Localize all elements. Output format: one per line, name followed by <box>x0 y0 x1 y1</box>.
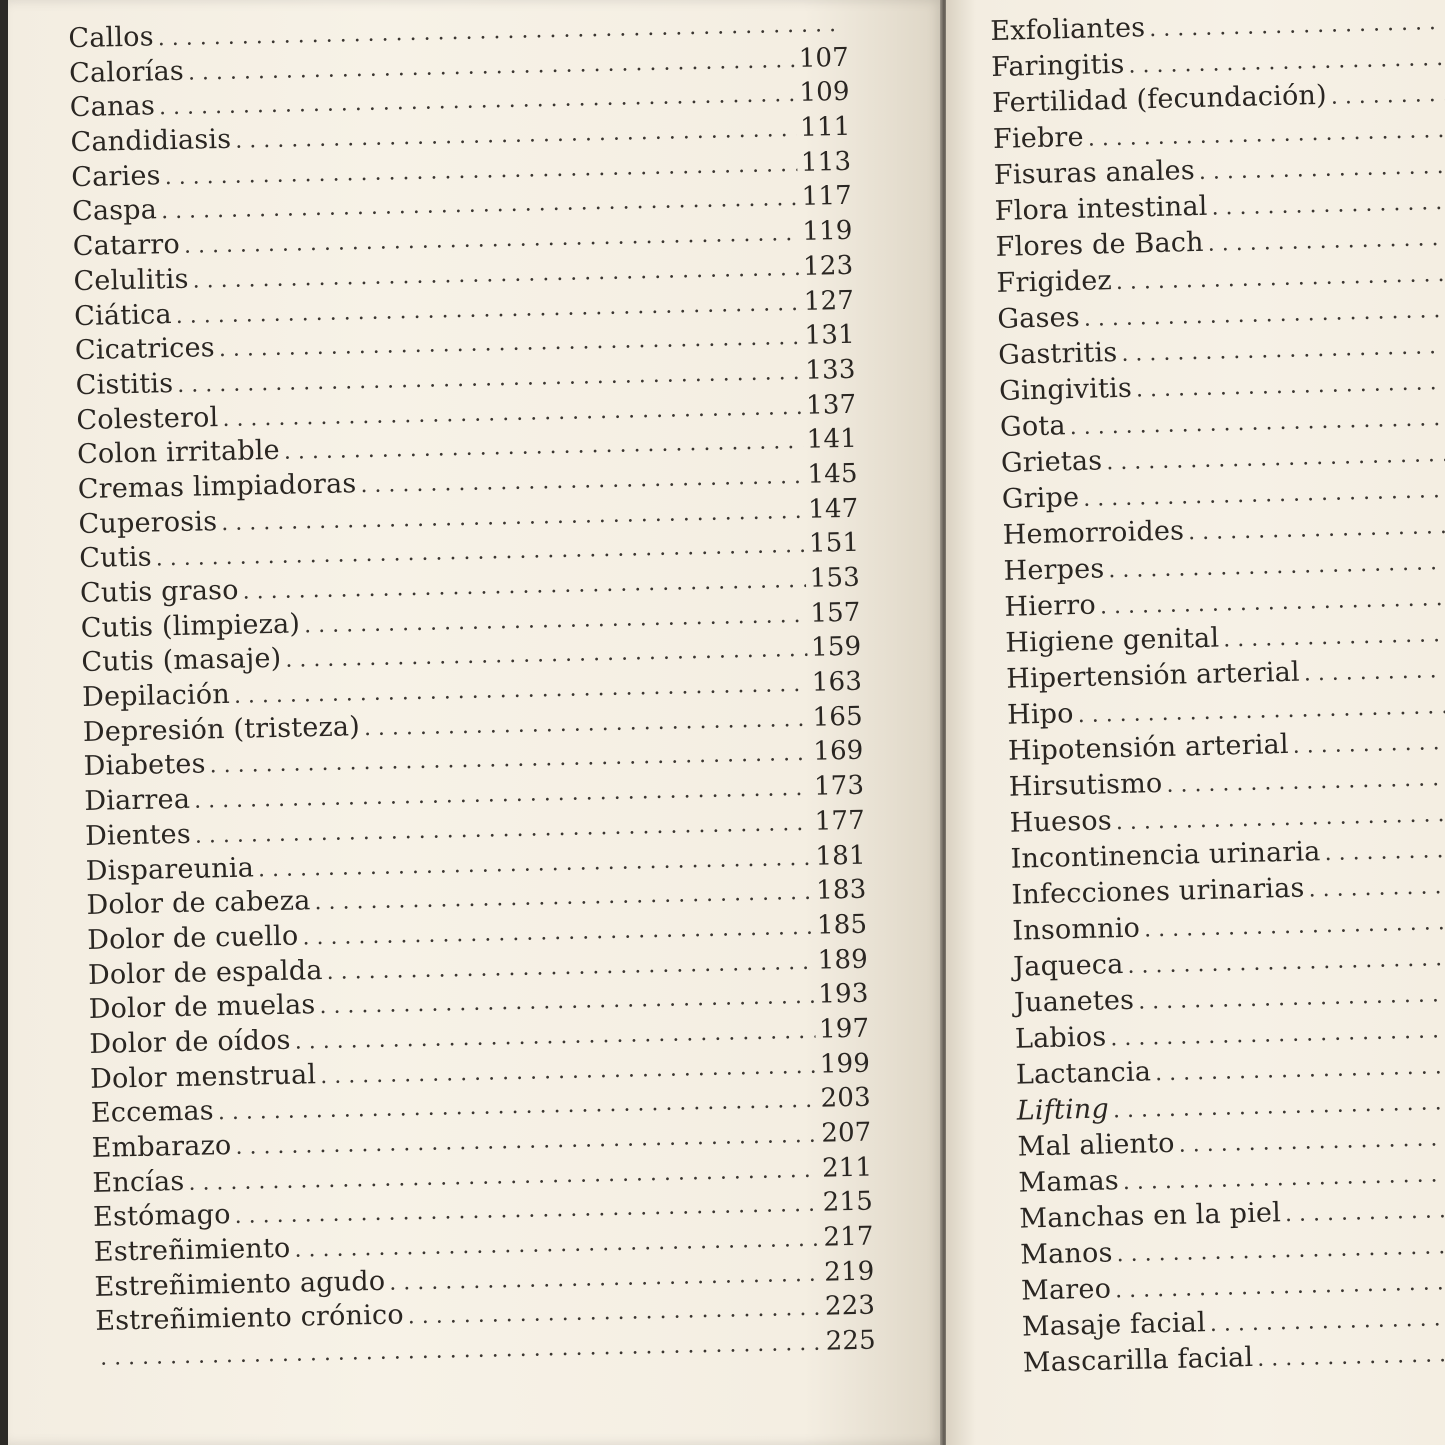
index-term: Manchas en la piel <box>1019 1197 1282 1235</box>
page-number: 183 <box>815 874 867 906</box>
page-number: 157 <box>810 597 861 629</box>
index-term: Embarazo <box>91 1129 232 1164</box>
index-term: Flora intestinal <box>994 190 1208 227</box>
index-term: Gastritis <box>997 336 1118 371</box>
page-number: 185 <box>816 909 868 941</box>
page-number: 203 <box>820 1082 872 1114</box>
index-term: Cutis (masaje) <box>81 643 282 679</box>
index-term: Labios <box>1014 1021 1107 1055</box>
page-number: 111 <box>799 111 851 143</box>
page-number: 223 <box>824 1290 876 1323</box>
index-term: Dispareunia <box>85 851 255 887</box>
index-term: Insomnio <box>1012 912 1141 947</box>
index-term: Gripe <box>1001 481 1080 515</box>
index-term: Frigidez <box>996 265 1113 299</box>
page-number: 123 <box>802 250 854 282</box>
index-term: Estreñimiento crónico <box>94 1299 405 1338</box>
page-number: 151 <box>808 528 860 560</box>
index-term: Mamas <box>1018 1165 1120 1199</box>
index-term: Candidiasis <box>70 123 232 159</box>
dot-leader <box>1303 650 1445 692</box>
dot-leader <box>1166 758 1445 804</box>
dot-leader <box>1207 218 1445 262</box>
index-term: Hipo <box>1006 698 1075 731</box>
index-term: Encías <box>92 1165 185 1199</box>
index-term: Caries <box>71 160 161 193</box>
index-term: Herpes <box>1003 553 1105 587</box>
page-number: 109 <box>799 77 851 109</box>
page-number: 219 <box>823 1256 875 1288</box>
left-page <box>8 0 944 1445</box>
page-number: 225 <box>825 1325 877 1357</box>
index-term: Lactancia <box>1015 1056 1152 1091</box>
index-term: Dientes <box>84 818 192 852</box>
index-term: Incontinencia urinaria <box>1010 836 1321 875</box>
page-number: 117 <box>801 181 853 213</box>
index-term: Ciática <box>73 298 173 332</box>
index-list-right <box>990 0 1445 1381</box>
index-term: Dolor de cabeza <box>86 885 311 922</box>
page-number: 147 <box>807 493 859 525</box>
index-term: Hemorroides <box>1002 515 1185 551</box>
index-term: Estreñimiento agudo <box>94 1265 386 1303</box>
index-term: Exfoliantes <box>990 12 1146 47</box>
dot-leader <box>1308 866 1445 908</box>
index-term: Fiebre <box>992 121 1085 155</box>
index-term: Depresión (tristeza) <box>82 710 361 748</box>
page-number: 159 <box>810 632 862 664</box>
page-number: 181 <box>815 840 867 872</box>
index-term: Infecciones urinarias <box>1011 872 1305 911</box>
index-term: Hipotensión arterial <box>1007 728 1290 767</box>
index-term: Dolor de espalda <box>87 954 323 991</box>
page-number: 133 <box>804 354 856 386</box>
page-number: 141 <box>806 423 858 456</box>
index-term: Dolor menstrual <box>89 1058 317 1095</box>
index-term: Estómago <box>92 1199 231 1234</box>
page-number: 215 <box>822 1186 874 1218</box>
index-term: Cistitis <box>75 367 174 401</box>
index-term: Celulitis <box>73 263 189 297</box>
index-term: Juanetes <box>1013 984 1135 1019</box>
page-number: 173 <box>813 770 865 802</box>
index-term: Canas <box>69 90 156 124</box>
index-term: Diabetes <box>83 748 206 783</box>
index-term: Gases <box>997 301 1081 335</box>
page-number: 127 <box>803 285 855 317</box>
dot-leader <box>1211 182 1445 226</box>
index-term: Callos <box>68 21 155 55</box>
page-number: 145 <box>807 458 859 490</box>
dot-leader <box>1330 74 1445 115</box>
index-term: Calorías <box>68 55 185 89</box>
page-number: 153 <box>809 562 861 594</box>
page-number: 131 <box>804 319 856 351</box>
page-number: 113 <box>800 146 852 178</box>
page-number: 207 <box>820 1117 872 1149</box>
index-term: Diarrea <box>84 783 191 818</box>
index-term: Eccemas <box>90 1095 215 1130</box>
index-term: Hierro <box>1004 589 1097 623</box>
index-term: Cuperosis <box>78 505 218 540</box>
index-term: Hipertensión arterial <box>1005 656 1301 695</box>
page-number: 165 <box>812 701 864 733</box>
index-term: Jaqueca <box>1012 949 1124 983</box>
index-term: Cremas limpiadoras <box>77 468 357 505</box>
index-term: Fertilidad (fecundación) <box>991 79 1328 119</box>
page-number: 119 <box>802 215 853 247</box>
index-term: Huesos <box>1009 805 1113 839</box>
index-term: Cicatrices <box>74 332 216 367</box>
index-term: Mascarilla facial <box>1022 1341 1254 1379</box>
index-term: Dolor de cuello <box>86 920 299 956</box>
page-number: 199 <box>819 1048 871 1080</box>
right-page <box>946 0 1445 1445</box>
dot-leader <box>1292 722 1445 765</box>
index-term: Dolor de oídos <box>89 1024 291 1060</box>
index-term: Gingivitis <box>998 372 1133 407</box>
dot-leader <box>1285 1190 1445 1233</box>
index-term: Colesterol <box>76 401 219 436</box>
index-term: Higiene genital <box>1005 622 1220 659</box>
page-number: 163 <box>811 666 863 698</box>
index-term: Cutis (limpieza) <box>80 608 301 644</box>
page-number: 169 <box>812 736 864 768</box>
index-term: Hirsutismo <box>1008 768 1163 803</box>
index-term: Dolor de muelas <box>88 989 316 1026</box>
index-term: Grietas <box>1000 445 1103 479</box>
index-list-left <box>68 6 876 1375</box>
index-term: Cutis graso <box>79 574 239 610</box>
page-number: 197 <box>818 1013 870 1045</box>
index-term: Colon irritable <box>76 435 281 471</box>
index-term: Cutis <box>79 541 153 575</box>
index-term: Faringitis <box>990 48 1125 83</box>
index-term: Caspa <box>71 194 158 228</box>
index-term: Lifting <box>1016 1093 1110 1127</box>
dot-leader <box>1324 830 1445 872</box>
page-number: 189 <box>817 944 869 976</box>
page-number: 217 <box>823 1221 875 1253</box>
page-number: 177 <box>814 805 866 837</box>
index-term: Gota <box>999 410 1067 443</box>
page-number: 193 <box>818 978 869 1010</box>
index-term: Estreñimiento <box>93 1232 291 1268</box>
index-term: Catarro <box>72 229 181 263</box>
index-term: Mal aliento <box>1017 1127 1176 1163</box>
index-term: Depilación <box>81 678 231 714</box>
page-number: 211 <box>821 1152 873 1184</box>
index-term: Mareo <box>1020 1273 1112 1307</box>
page-number: 107 <box>798 42 850 74</box>
index-term: Manos <box>1019 1237 1113 1271</box>
page-number: 137 <box>805 389 857 421</box>
index-term: Fisuras anales <box>993 155 1196 191</box>
index-term: Flores de Bach <box>995 226 1205 263</box>
dot-leader <box>1257 1334 1445 1378</box>
dot-leader <box>1198 146 1445 191</box>
index-term: Masaje facial <box>1021 1307 1207 1343</box>
dot-leader <box>1223 614 1445 658</box>
